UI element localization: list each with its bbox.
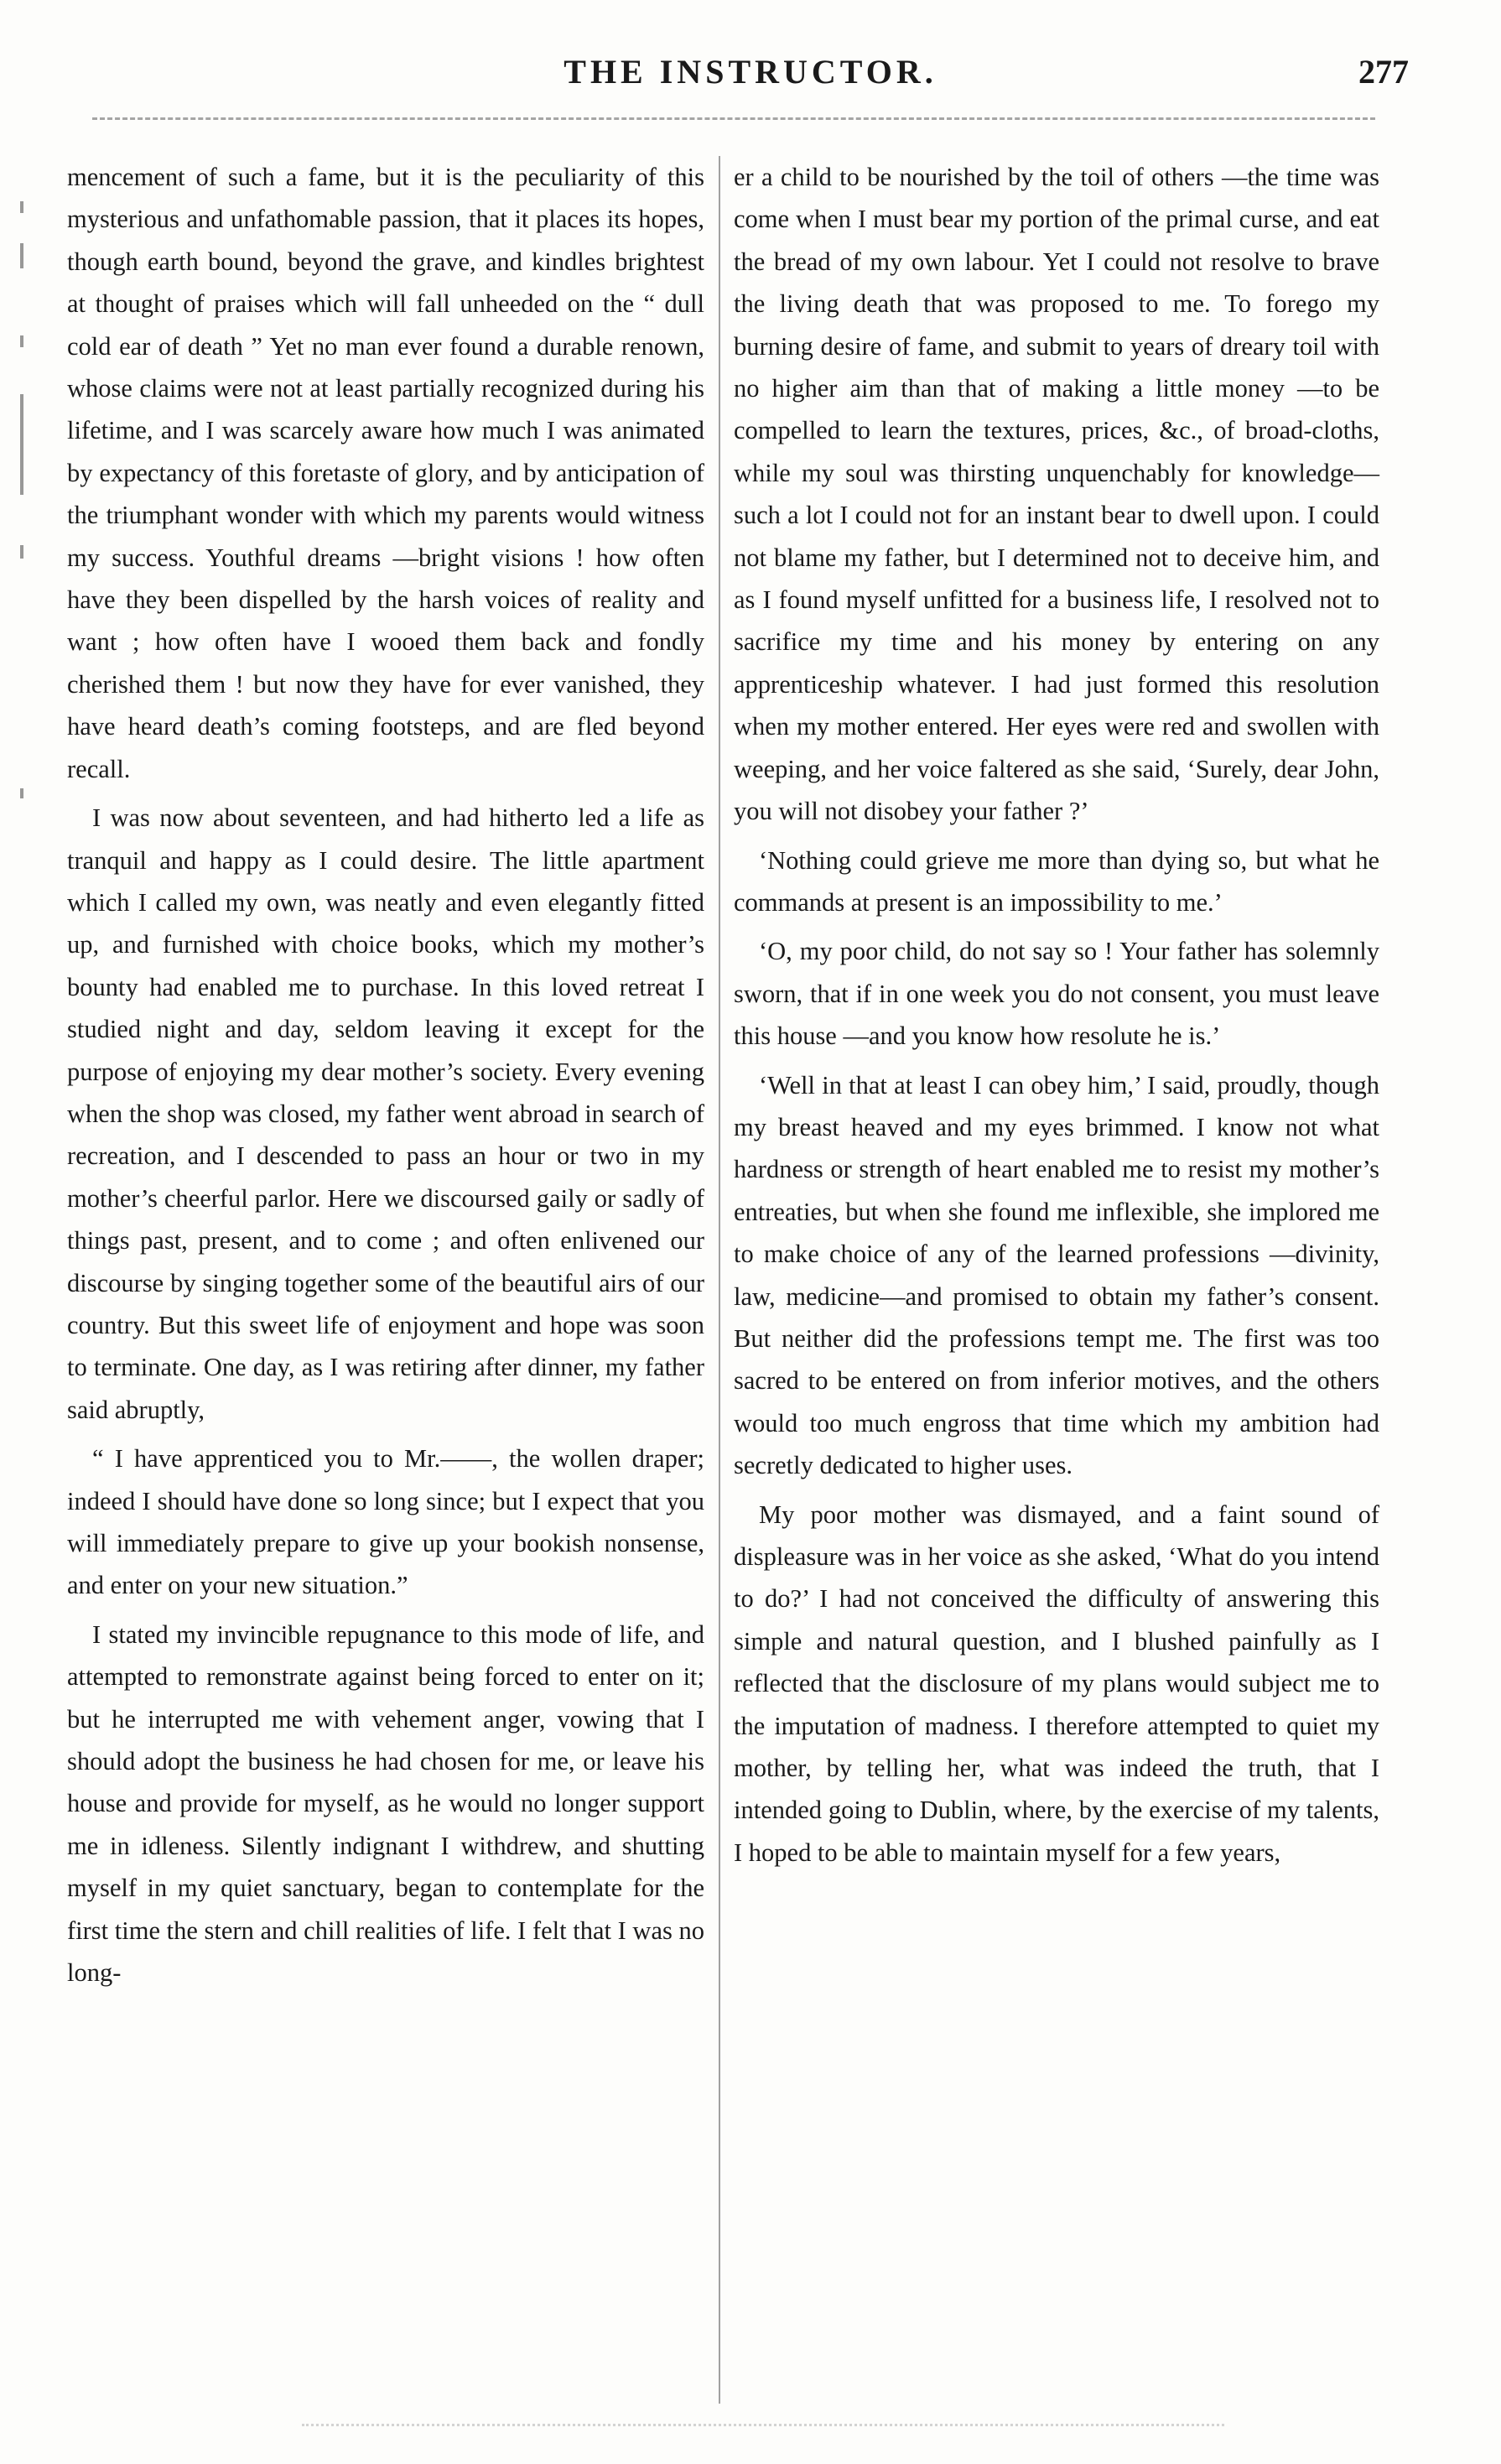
running-title: THE INSTRUCTOR. — [564, 53, 937, 91]
left-column — [67, 156, 704, 2000]
paragraph: ‘Well in that at least I can obey him,’ I said, proudly, though my breast heaved and my eyes brimmed. I know not what hardness or strength of heart enabled me to resist my mother’s entreaties, but when she found me inflexible, she implored me to make choice of any of the learned professions —divinity, law, medicine—and promised to obtain my father’s consent. But neither did the professions tempt me. The first was too sacred to be entered on from inferior motives, and the others would too much engross that time which my ambition had secretly dedicated to higher uses. — [734, 1070, 1379, 1480]
paragraph: ‘O, my poor child, do not say so ! Your father has solemnly sworn, that if in one week you do not consent, you must leave this house —and you know how resolute he is.’ — [734, 937, 1379, 1051]
paragraph: ‘Nothing could grieve me more than dying so, but what he commands at present is an impossibility to me.’ — [734, 845, 1379, 917]
paragraph: I was now about seventeen, and had hitherto led a life as tranquil and happy as I could desire. The little apartment which I called my own, was neatly and even elegantly fitted up, and furnished with choice books, which my mother’s bounty had enabled me to purchase. In this loved retreat I studied night and day, seldom leaving it except for the purpose of enjoying my dear mother’s society. Every evening when the shop was closed, my father went abroad in search of recreation, and I descended to pass an hour or two in my mother’s cheerful parlor. Here we discoursed gaily or sadly of things past, present, and to come ; and often enlivened our discourse by singing together some of the beautiful airs of our country. But this sweet life of enjoyment and hope was soon to terminate. One day, as I was retiring after dinner, my father said abruptly, — [67, 803, 704, 1424]
running-head — [0, 52, 1501, 102]
paragraph: “ I have apprenticed you to Mr.——, the wollen draper; indeed I should have done so long since; but I expect that you will immediately prepare to give up your bookish nonsense, and enter on your new situation.” — [67, 1444, 704, 1600]
paragraph: mencement of such a fame, but it is the peculiarity of this mysterious and unfathomable passion, that it places its hopes, though earth bound, beyond the grave, and kindles brightest at thought of praises which will fall unheeded on the “ dull cold ear of death ” Yet no man ever found a durable renown, whose claims were not at least partially recognized during his lifetime, and I was scarcely aware how much I was animated by expectancy of this foretaste of glory, and by anticipation of the triumphant wonder with which my parents would witness my success. Youthful dreams —bright visions ! how often have they been dispelled by the harsh voices of reality and want ; how often have I wooed them back and fondly cherished them ! but now they have for ever vanished, they have heard death’s coming footsteps, and are fled beyond recall. — [67, 163, 704, 783]
margin-marks — [15, 185, 32, 855]
paragraph: I stated my invincible repugnance to this mode of life, and attempted to remonstrate against being forced to enter on it; but he interrupted me with vehement anger, vowing that I should adopt the business he had chosen for me, or leave his house and provide for myself, as he would no longer support me in idleness. Silently indignant I withdrew, and shutting myself in my quiet sanctuary, began to contemplate for the first time the stern and chill realities of life. I felt that I was no long- — [67, 1619, 704, 1988]
header-rule — [92, 117, 1375, 120]
page-number: 277 — [1358, 53, 1409, 91]
paragraph: er a child to be nourished by the toil of others —the time was come when I must bear my portion of the primal curse, and eat the bread of my own labour. Yet I could not resolve to brave the living death that was proposed to me. To forego my burning desire of fame, and submit to years of dreary toil with no higher aim than that of making a little money —to be compelled to learn the textures, prices, &c., of broad-cloths, while my soul was thirsting unquenchably for knowledge— such a lot I could not for an instant bear to dwell upon. I could not blame my father, but I determined not to deceive him, and as I found myself unfitted for a business life, I resolved not to sacrifice my time and his money by entering on any apprenticeship whatever. I had just formed this resolution when my mother entered. Her eyes were red and swollen with weeping, and her voice faltered as she said, ‘Surely, dear John, you will not disobey your father ?’ — [734, 163, 1379, 826]
column-divider — [719, 156, 720, 2404]
right-column — [734, 156, 1379, 1880]
paragraph: My poor mother was dismayed, and a faint sound of displeasure was in her voice as she asked, ‘What do you intend to do?’ I had not conceived the difficulty of answering this simple and natural question, and I blushed painfully as I reflected that the disclosure of my plans would subject me to the imputation of madness. I therefore attempted to quiet my mother, by telling her, what was indeed the truth, that I intended going to Dublin, where, by the exercise of my talents, I hoped to be able to maintain myself for a few years, — [734, 1500, 1379, 1867]
bottom-rule — [302, 2424, 1224, 2426]
